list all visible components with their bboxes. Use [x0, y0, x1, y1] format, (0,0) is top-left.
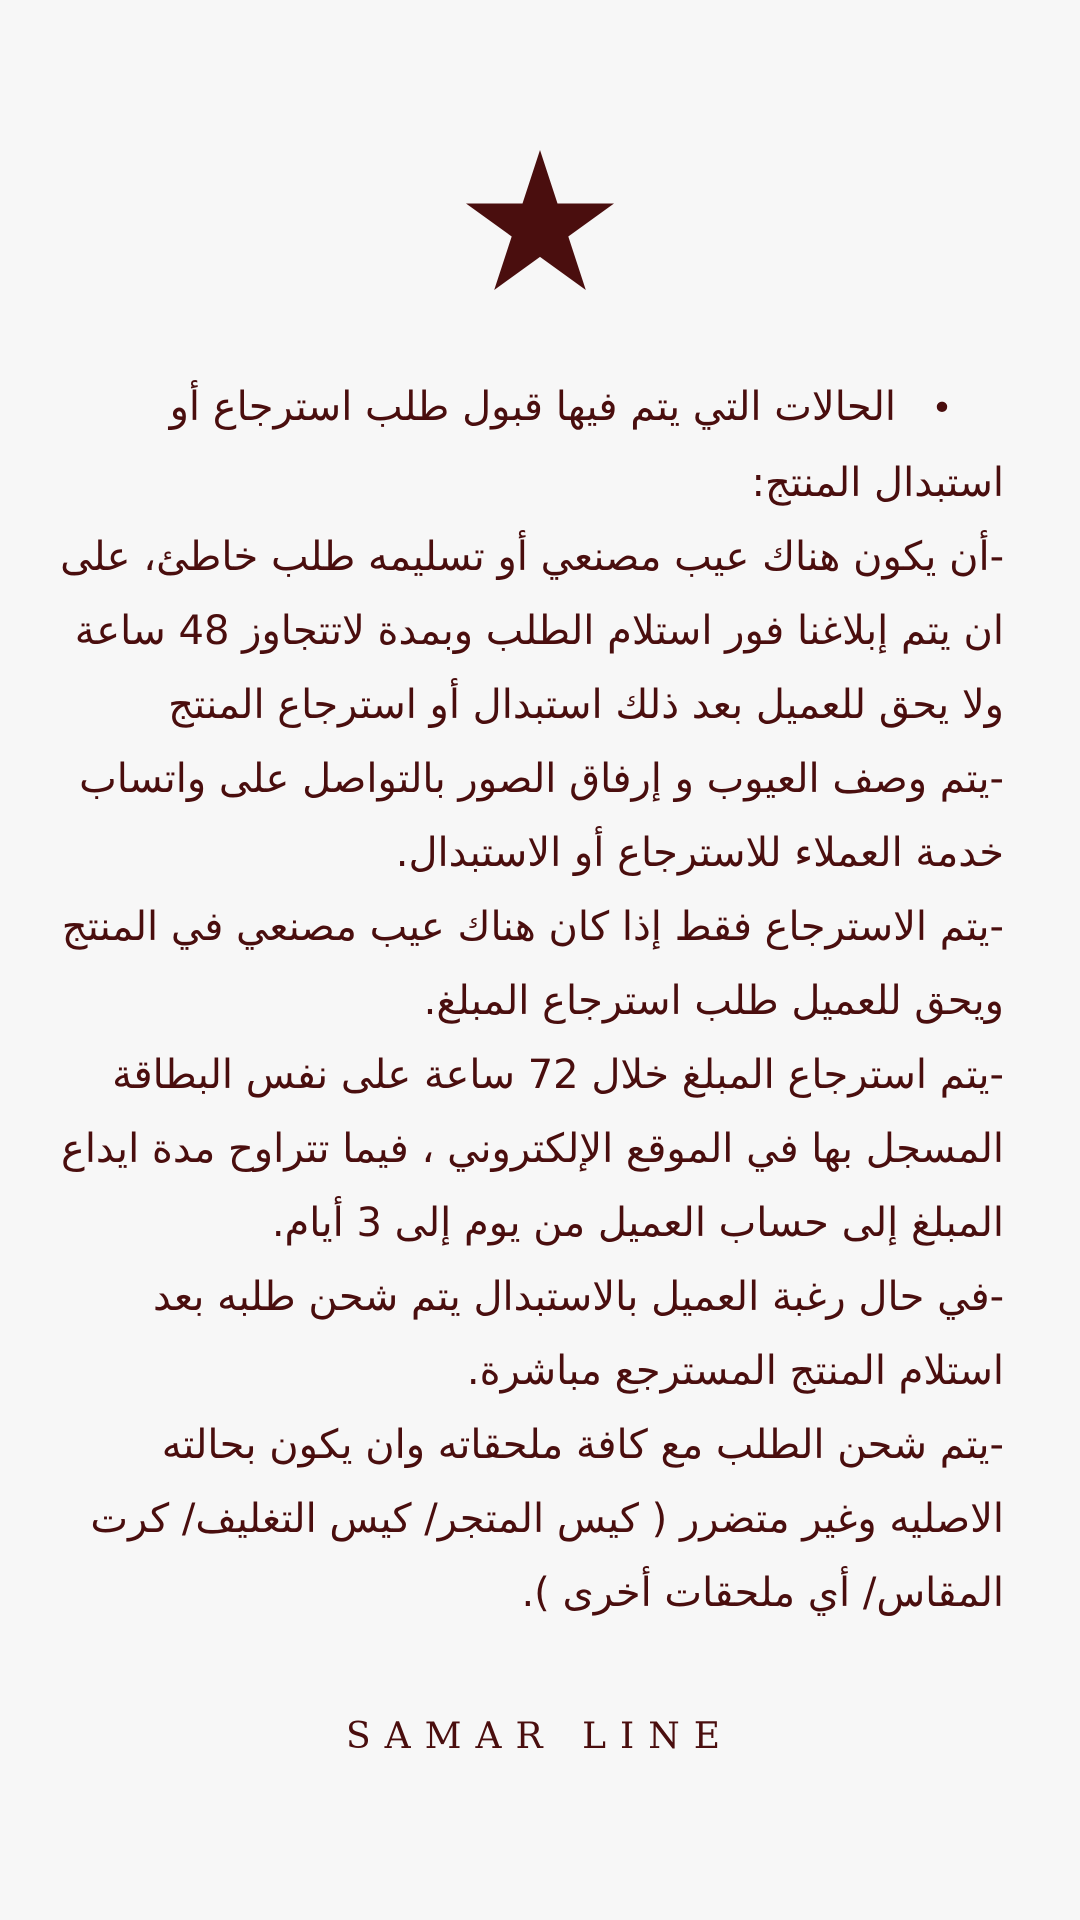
- policy-item-6: -يتم شحن الطلب مع كافة ملحقاته وان يكون بحالته الاصليه وغير متضرر ( كيس المتجر/ كيس التغليف/ كرت المقاس/ أي ملحقات أخرى ).: [90, 1422, 1004, 1616]
- brand-name: SAMAR LINE: [346, 1716, 734, 1757]
- heading-text: الحالات التي يتم فيها قبول طلب استرجاع أو استبدال المنتج:: [169, 384, 1004, 506]
- policy-item-5: -في حال رغبة العميل بالاستبدال يتم شحن طلبه بعد استلام المنتج المسترجع مباشرة.: [152, 1274, 1004, 1394]
- policy-item-1: -أن يكون هناك عيب مصنعي أو تسليمه طلب خاطئ، على ان يتم إبلاغنا فور استلام الطلب وبمدة لاتتجاوز 48 ساعة ولا يحق للعميل بعد ذلك استبدال أو استرجاع المنتج: [60, 534, 1004, 728]
- policy-item-4: -يتم استرجاع المبلغ خلال 72 ساعة على نفس البطاقة المسجل بها في الموقع الإلكتروني ، فيما تتراوح مدة ايداع المبلغ إلى حساب العميل من يوم إلى 3 أيام.: [60, 1052, 1004, 1246]
- policy-item-3: -يتم الاسترجاع فقط إذا كان هناك عيب مصنعي في المنتج ويحق للعميل طلب استرجاع المبلغ.: [61, 904, 1004, 1024]
- policy-item-2: -يتم وصف العيوب و إرفاق الصور بالتواصل على واتساب خدمة العملاء للاسترجاع أو الاستبدال.: [79, 756, 1004, 876]
- star-icon: [466, 150, 614, 290]
- bullet-icon: •: [931, 388, 953, 429]
- policy-text: [60, 370, 1004, 1630]
- policy-heading: [60, 370, 1004, 520]
